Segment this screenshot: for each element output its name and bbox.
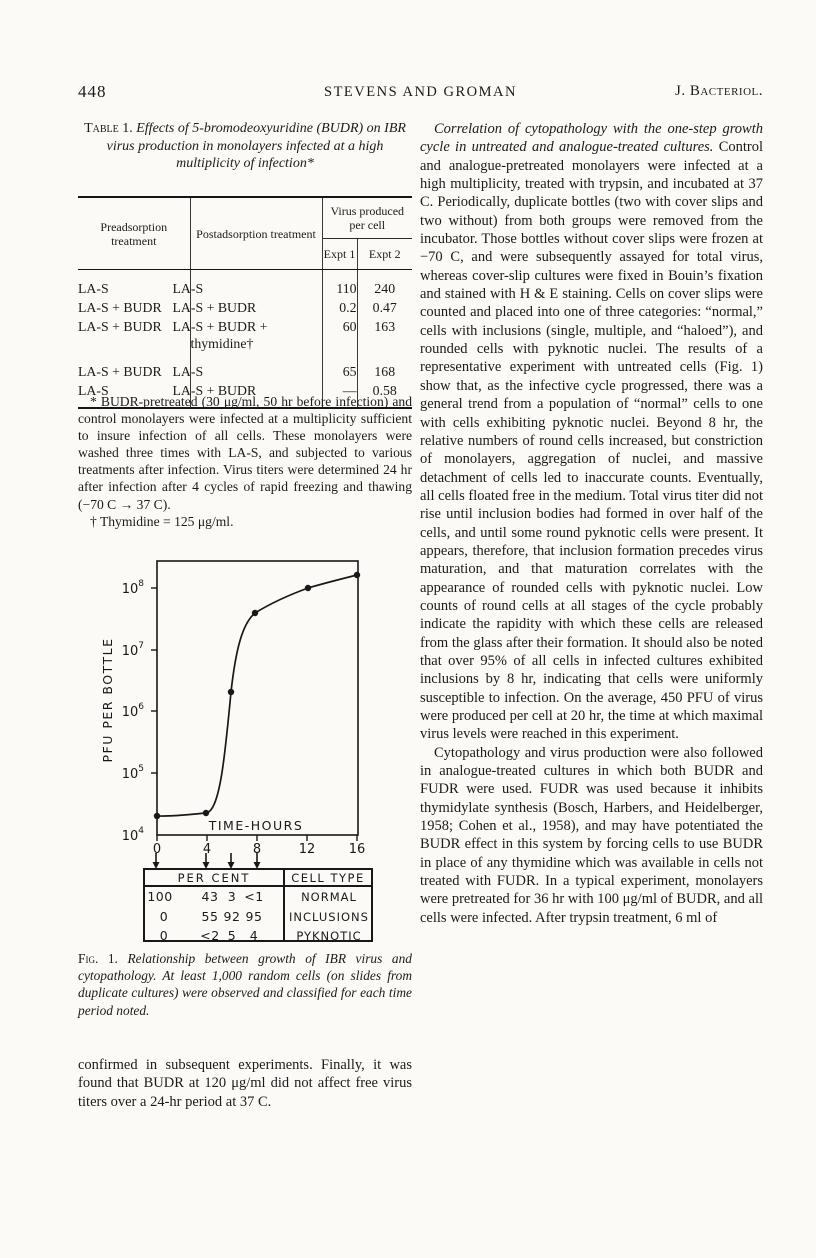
cell-type-label: INCLUSIONS xyxy=(289,910,369,924)
table1-footnotes xyxy=(78,393,412,530)
running-title: STEVENS AND GROMAN xyxy=(324,84,517,100)
data-point-marker xyxy=(354,572,360,578)
figure-percent-table xyxy=(143,868,373,942)
cell-preadsorption: LA-S + BUDR xyxy=(78,317,190,353)
table1-header-expt2: Expt 2 xyxy=(357,239,412,270)
cell-postadsorption: LA-S + BUDR xyxy=(190,298,322,317)
figure1-caption-label: Fig. 1. xyxy=(78,951,118,966)
y-axis-label: PFU PER BOTTLE xyxy=(100,637,115,763)
cell-expt2: 0.58 xyxy=(372,383,397,398)
cell-type-label: NORMAL xyxy=(301,890,357,904)
cell-preadsorption: LA-S xyxy=(78,381,190,408)
cell-type-label: PYKNOTIC xyxy=(296,929,362,943)
celltype-header: CELL TYPE xyxy=(291,871,365,885)
y-tick-label: $10^7$ xyxy=(121,641,144,659)
continuation-paragraph: confirmed in subsequent experiments. Finally, it was found that BUDR at 120 μg/ml did not affect free virus titers over a 24-hr period at 37 C. xyxy=(78,1057,412,1110)
x-tick-label: 0 xyxy=(152,842,162,857)
percent-value: 3 xyxy=(227,889,237,904)
percent-value: 100 xyxy=(147,889,173,904)
sample-time-arrows xyxy=(153,853,261,869)
cell-preadsorption: LA-S + BUDR xyxy=(78,353,190,381)
footnote-star: * BUDR-pretreated (30 μg/ml, 50 hr before infection) and control monolayers were infected at a multiplicity sufficient to insure infection of all cells. These monolayers were washed three times with LA-S, and subjected to various treatments after infection. Virus titers were determined 24 hr after infection after 4 cycles of rapid freezing and thawing (−70 C → 37 C). xyxy=(78,394,412,512)
cell-expt1: 60 xyxy=(322,317,357,353)
percent-value: 95 xyxy=(245,909,263,924)
paragraph-cytopathology: Cytopathology and virus production were also followed in analogue-treated cultures in which both BUDR and FUDR were used. FUDR was used because it inhibits thymidylate synthesis (Bosch, Harbers, and Heidelberger, 1958; Cohen et al., 1958), and may have potentiated the BUDR effect in this system by forcing cells to use BUDR in place of any thymidine which was available in cells not treated with FUDR. In a typical experiment, monolayers were pretreated for 36 hr with 100 μg/ml of BUDR, and all cells were infected. After trypsin treatment, 6 ml of xyxy=(420,744,763,926)
plot-frame xyxy=(157,561,358,835)
page-number: 448 xyxy=(78,82,107,101)
percent-value: 43 xyxy=(201,889,219,904)
paragraph-correlation xyxy=(420,120,763,744)
percent-table-header xyxy=(145,870,371,887)
data-point-markers xyxy=(154,572,360,819)
cell-preadsorption: LA-S + BUDR xyxy=(78,298,190,317)
table1-caption-text: Effects of 5-bromodeoxyuridine (BUDR) on IBR virus production in monolayers infected at a high multiplicity of infection* xyxy=(106,121,406,171)
table1-header-virus-produced: Virus produced per cell xyxy=(322,197,412,239)
percent-value: 92 xyxy=(223,909,241,924)
table1-header-expt1: Expt 1 xyxy=(322,239,357,270)
data-point-marker xyxy=(203,810,209,816)
table-row xyxy=(78,353,412,381)
cell-expt2: 168 xyxy=(374,364,396,379)
table-row xyxy=(78,298,412,317)
table1-header-preadsorption: Preadsorption treatment xyxy=(78,197,190,270)
percent-value: <1 xyxy=(244,889,264,904)
percent-value: 4 xyxy=(249,928,259,943)
percent-header: PER CENT xyxy=(177,871,251,885)
right-column xyxy=(420,120,763,927)
percent-value: <2 xyxy=(200,928,220,943)
table1 xyxy=(78,196,412,409)
paragraph-lead-italic: Correlation of cytopathology with the one-step growth cycle in untreated and analogue-treated cultures. xyxy=(420,121,763,156)
x-axis-ticks xyxy=(157,835,357,841)
cell-expt2: 163 xyxy=(374,319,396,334)
footnote-dagger: † Thymidine = 125 μg/ml. xyxy=(90,513,234,529)
percent-row xyxy=(145,889,283,907)
table1-caption xyxy=(78,120,412,173)
cell-preadsorption: LA-S xyxy=(78,270,190,299)
cell-expt1: 65 xyxy=(322,353,357,381)
cell-postadsorption: LA-S + BUDR xyxy=(190,381,322,408)
x-axis-label: TIME-HOURS xyxy=(208,818,304,833)
left-column-paragraph xyxy=(78,1056,412,1111)
table1-caption-label: Table 1. xyxy=(84,121,133,136)
cell-postadsorption: LA-S + BUDR + thymidine† xyxy=(190,317,322,353)
table-row xyxy=(78,270,412,299)
page-header xyxy=(78,82,763,104)
cell-expt1: 110 xyxy=(322,270,357,299)
x-tick-label: 4 xyxy=(202,842,212,857)
cell-expt1: — xyxy=(322,381,357,408)
y-tick-label: $10^5$ xyxy=(121,764,144,782)
cell-postadsorption: LA-S xyxy=(190,353,322,381)
figure1-caption xyxy=(78,950,412,1019)
data-point-marker xyxy=(305,585,311,591)
percent-value: 55 xyxy=(201,909,219,924)
x-tick-label: 16 xyxy=(348,842,366,857)
percent-row xyxy=(145,909,283,927)
data-point-marker xyxy=(252,610,258,616)
growth-chart-svg xyxy=(78,550,412,870)
y-tick-label: $10^6$ xyxy=(121,702,144,720)
percent-row xyxy=(145,928,283,946)
percent-value: 0 xyxy=(159,928,169,943)
y-tick-labels xyxy=(122,579,145,844)
cell-postadsorption: LA-S xyxy=(190,270,322,299)
y-tick-label: $10^8$ xyxy=(121,579,144,597)
data-point-marker xyxy=(228,689,234,695)
y-axis-ticks xyxy=(151,588,157,773)
figure1-caption-text: Relationship between growth of IBR virus and cytopathology. At least 1,000 random cells (on slides from duplicate cultures) were observed and classified for each time period noted. xyxy=(78,951,412,1018)
percent-value: 5 xyxy=(227,928,237,943)
table1-header-postadsorption: Postadsorption treatment xyxy=(190,197,322,270)
table-row xyxy=(78,317,412,353)
figure1-chart xyxy=(78,550,412,870)
paragraph-body: Control and analogue-pretreated monolayers were infected at a high multiplicity, treated with trypsin, and incubated at 37 C. Periodically, duplicate bottles (two with cover slips and two without) from both groups were removed from the incubator. Those bottles without cover slips were frozen at −70 C, and were subsequently assayed for total virus, whereas cover-slip cultures were fixed in Bouin’s fixation and stained with H & E staining. Cells on cover slips were counted and placed into one of three categories: “normal,” cells with inclusions (single, multiple, and “haloed”), and rounded cells with pyknotic nuclei. The results of a representative experiment with untreated cells (Fig. 1) show that, as the infective cycle progressed, there was a general trend from a population of “normal” cells to one with cells exhibiting pyknotic nuclei. Beyond 8 hr, the relative numbers of round cells increased, but constriction of monolayers, aggregation of nuclei, and massive detachment of cells led to inaccurate counts. Eventually, all cells floated free in the medium. Total virus titer did not rise until inclusion bodies had formed in over half of the cells, and until some round pyknotic cells were present. It appears, therefore, that inclusion formation precedes virus maturation, and that maturation correlates with the appearance of rounded cells with pyknotic nuclei. Low counts of round cells at all stages of the cycle probably indicate the rapidity with which these cells are released from the glass after their formation. It should also be noted that over 95% of all cells in infected cultures exhibited inclusions by 8 hr, indicating that cells were uniformly susceptible to infection. On the average, 450 PFU of virus were produced per cell at 20 hr, the time at which maximal virus levels were reached in this experiment. xyxy=(420,139,763,743)
cell-expt2: 0.47 xyxy=(372,300,397,315)
cell-expt2: 240 xyxy=(374,281,396,296)
data-point-marker xyxy=(154,813,160,819)
x-tick-labels xyxy=(153,842,365,857)
journal-name: J. Bacteriol. xyxy=(675,83,763,99)
x-tick-label: 8 xyxy=(252,842,262,857)
x-tick-label: 12 xyxy=(298,842,316,857)
y-tick-label: $10^4$ xyxy=(121,826,144,844)
cell-expt1: 0.2 xyxy=(322,298,357,317)
percent-value: 0 xyxy=(159,909,169,924)
